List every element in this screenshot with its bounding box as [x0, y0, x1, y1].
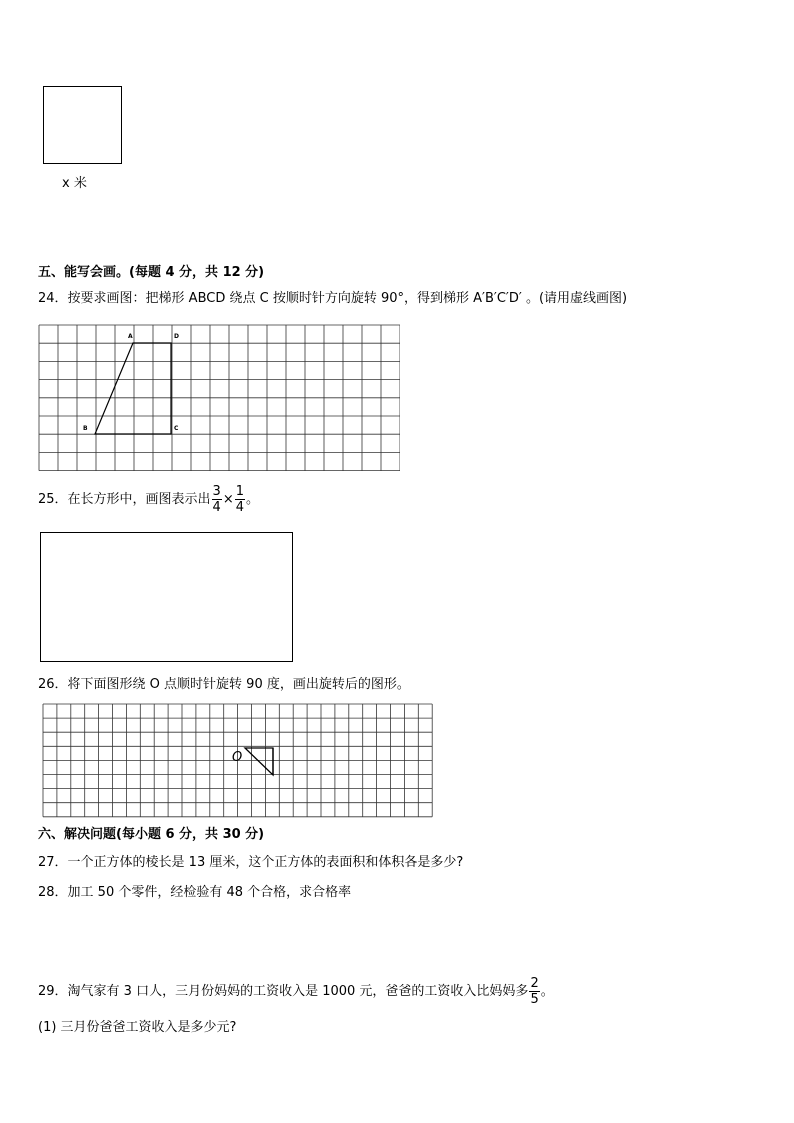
top-square-label: x 米	[62, 176, 87, 191]
label-a: A	[128, 333, 133, 340]
top-square-figure	[43, 86, 122, 164]
q26-shape	[245, 748, 273, 775]
q25-fraction-1: $\frac{3}{4}$	[212, 484, 221, 515]
question-29	[38, 976, 554, 1008]
q25-times-sign: ×	[222, 492, 234, 507]
question-26: 26．将下面图形绕 O 点顺时针旋转 90 度，画出旋转后的图形。	[38, 677, 410, 692]
trapezoid-abcd	[95, 343, 171, 434]
grid-q24	[38, 324, 400, 472]
q25-fraction-2: $\frac{1}{4}$	[235, 484, 245, 515]
point-o-label: O	[232, 750, 243, 765]
label-d: D	[174, 333, 179, 340]
q25-suffix: 。	[246, 492, 260, 507]
q25-rectangle	[40, 532, 293, 662]
q29-fraction: $\frac{2}{5}$	[530, 976, 539, 1007]
label-b: B	[83, 425, 88, 432]
question-28: 28．加工 50 个零件，经检验有 48 个合格，求合格率	[38, 885, 352, 900]
grid-q26	[42, 703, 434, 819]
q29-suffix: 。	[540, 984, 554, 999]
q29-prefix: 29．淘气家有 3 口人，三月份妈妈的工资收入是 1000 元，爸爸的工资收入比妈妈多	[38, 984, 529, 999]
label-c: C	[174, 425, 179, 432]
q25-prefix: 25．在长方形中，画图表示出	[38, 492, 211, 507]
section6-heading: 六、解决问题(每小题 6 分，共 30 分)	[38, 827, 265, 842]
section5-heading: 五、能写会画。(每题 4 分，共 12 分)	[38, 265, 265, 280]
question-29-1: (1) 三月份爸爸工资收入是多少元?	[38, 1020, 237, 1035]
question-25	[38, 484, 259, 516]
question-27: 27．一个正方体的棱长是 13 厘米，这个正方体的表面积和体积各是多少?	[38, 855, 464, 870]
question-24: 24．按要求画图：把梯形 ABCD 绕点 C 按顺时针方向旋转 90°，得到梯形 A′B′C′D′ 。(请用虚线画图)	[38, 291, 628, 306]
